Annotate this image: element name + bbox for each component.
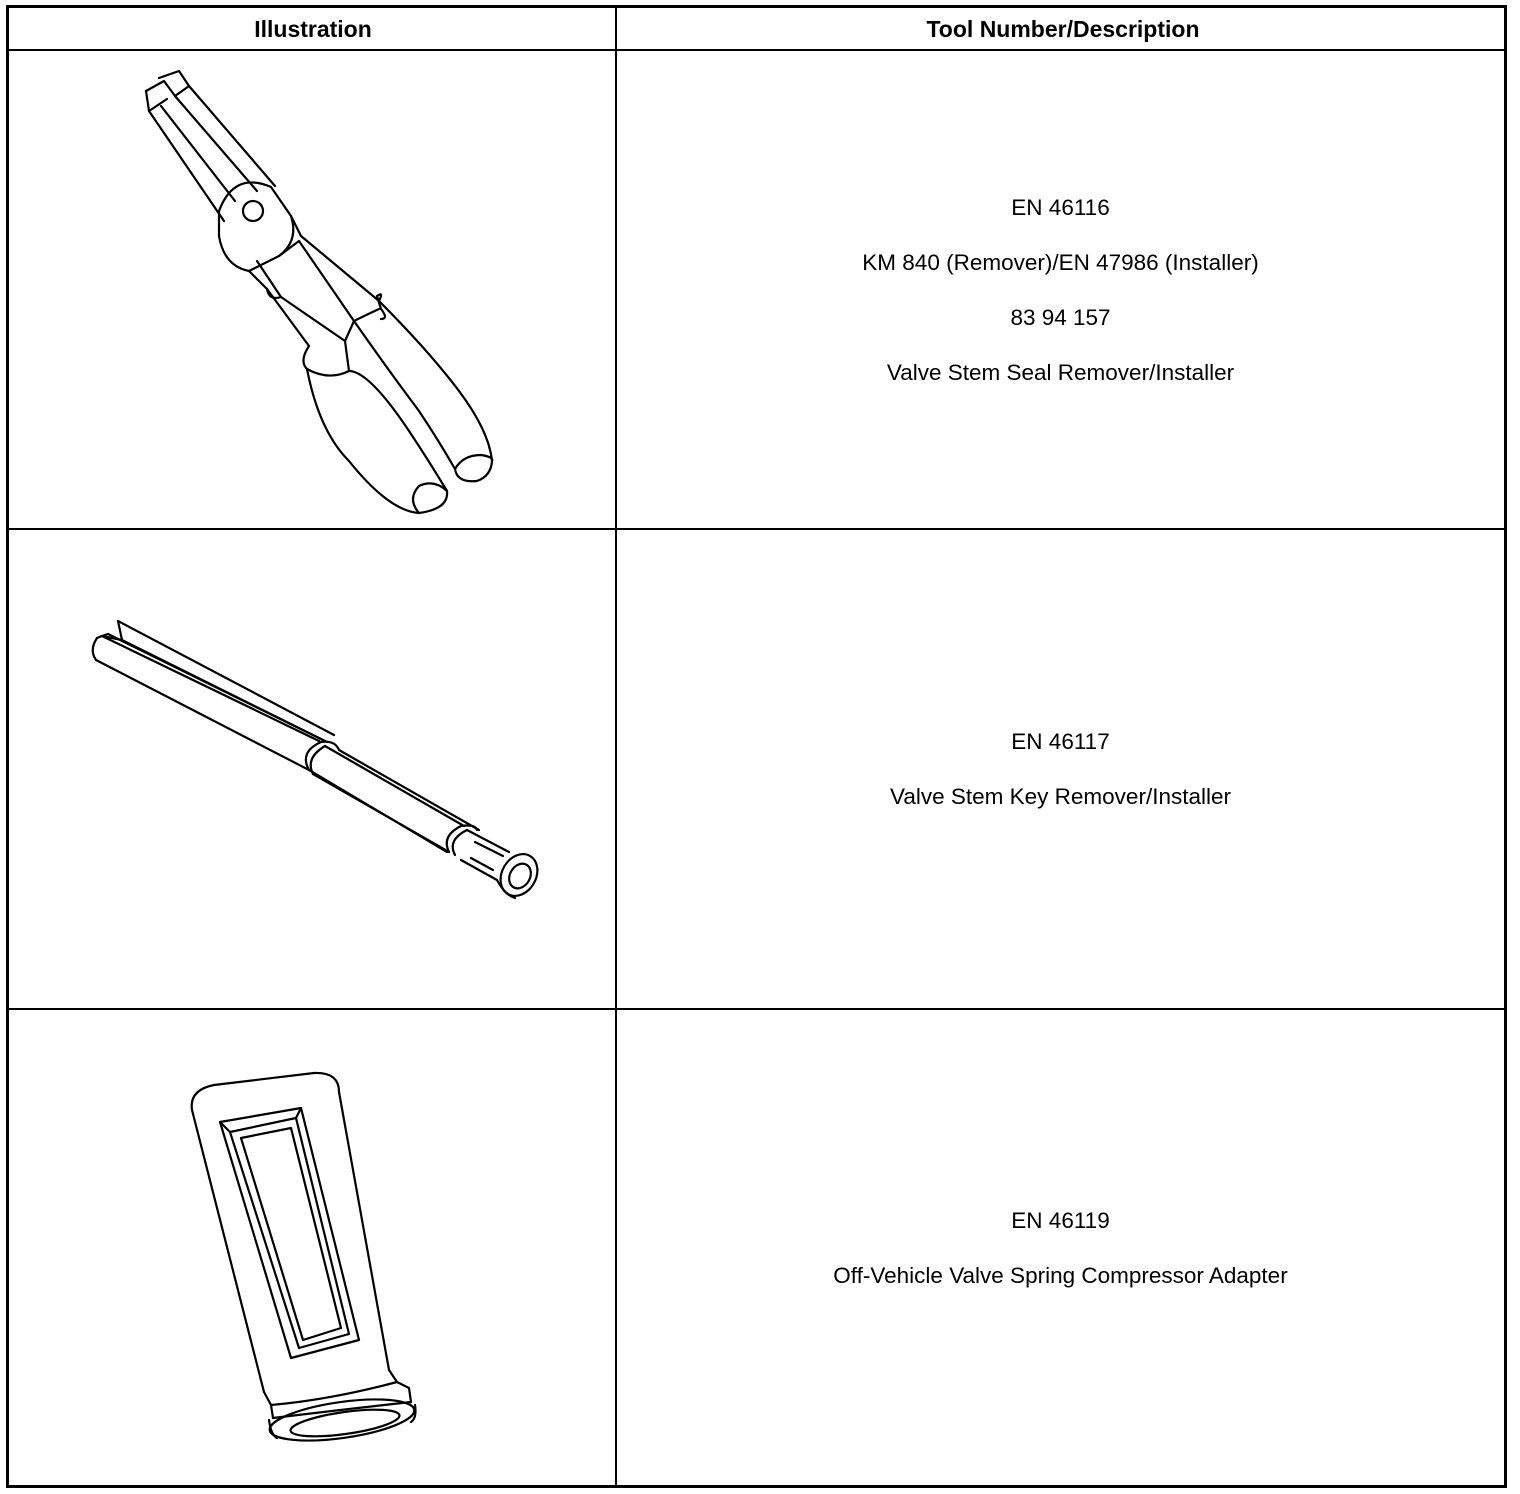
table-row-2-description (617, 530, 1504, 1008)
column-header-illustration: Illustration (254, 16, 372, 42)
tool-description: Valve Stem Seal Remover/Installer (886, 359, 1235, 385)
valve-stem-key-tool-icon (9, 530, 615, 1008)
table-row-3-description (617, 1010, 1504, 1485)
table-row-2-illustration (9, 530, 615, 1008)
tool-number: EN 46116 (1011, 194, 1110, 220)
tool-description: Valve Stem Key Remover/Installer (890, 784, 1231, 809)
tool-number: EN 46117 (1011, 729, 1110, 754)
tool-alt-number: KM 840 (Remover)/EN 47986 (Installer) (862, 249, 1259, 275)
table-row-1-illustration (9, 51, 615, 528)
valve-spring-compressor-adapter-icon (9, 1010, 615, 1485)
table-row-3-illustration (9, 1010, 615, 1485)
table-row-1-description (617, 51, 1504, 528)
tool-description: Off-Vehicle Valve Spring Compressor Adapter (833, 1262, 1288, 1288)
column-header-tool-description: Tool Number/Description (926, 16, 1200, 42)
tool-table (6, 5, 1507, 1488)
tool-part-number: 83 94 157 (1010, 304, 1111, 330)
valve-stem-seal-pliers-icon (9, 51, 615, 528)
tool-number: EN 46119 (1011, 1207, 1110, 1233)
